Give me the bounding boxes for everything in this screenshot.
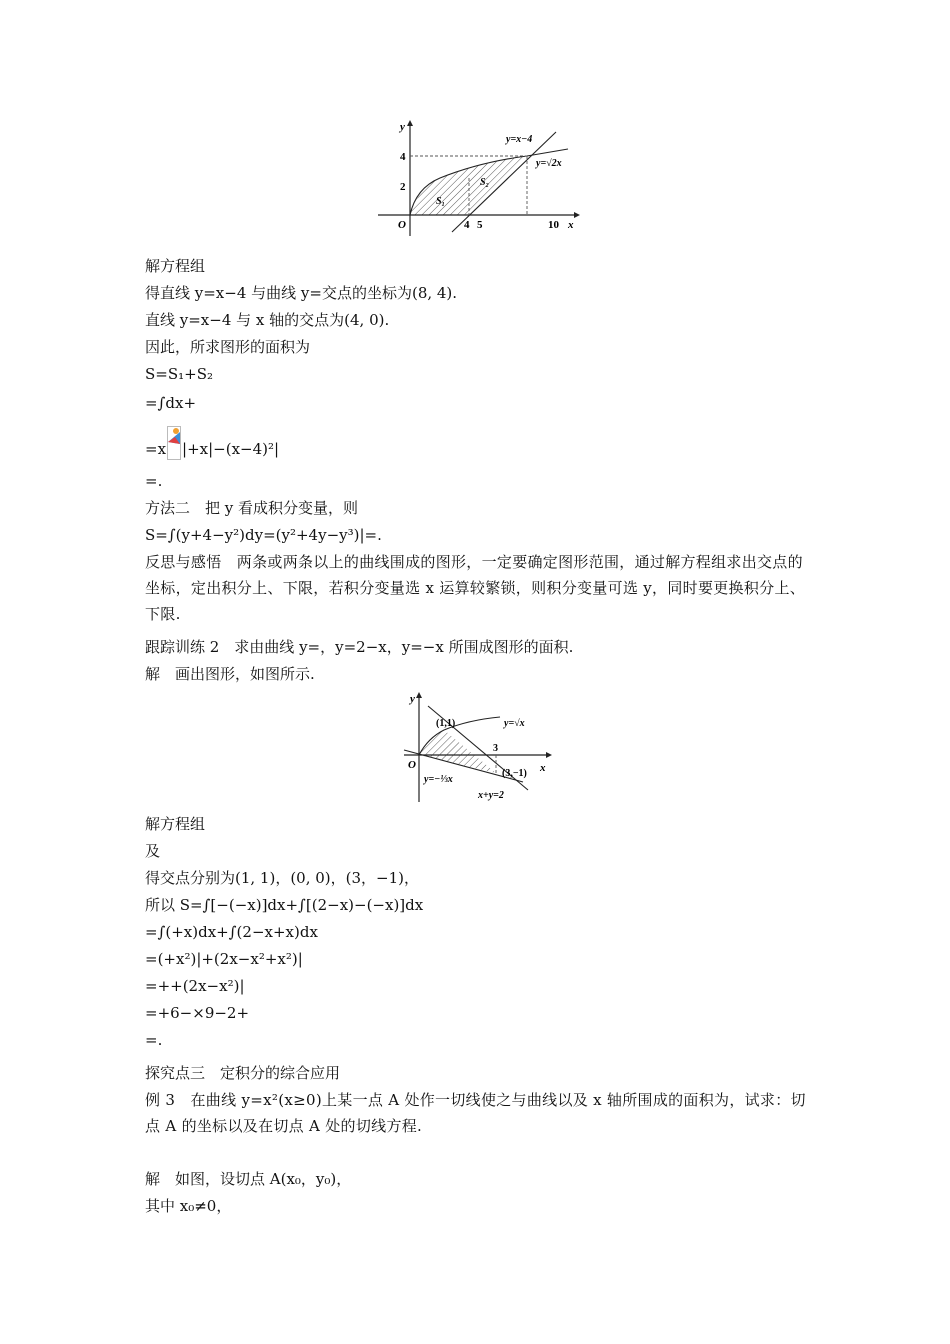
tick-3-label: 3	[493, 743, 498, 754]
x-tick-4: 4	[464, 219, 470, 231]
line2-label: x+y=2	[478, 790, 504, 801]
text-line-1: 解方程组	[145, 257, 206, 275]
origin-label: O	[408, 759, 416, 771]
shaded-region	[419, 730, 496, 773]
text-line-26: 其中 x₀≠0，	[145, 1197, 232, 1215]
y-axis-label: y	[410, 693, 415, 705]
region-s1-label: S₁	[436, 196, 446, 207]
text-line-5: S=S₁+S₂	[145, 365, 213, 383]
text-line-3: 直线 y=x−4 与 x 轴的交点为(4, 0).	[145, 311, 390, 329]
text-line-20: =++(2x−x²)|	[145, 977, 245, 995]
point-1-1-label: (1,1)	[436, 718, 456, 729]
x-axis-label: x	[540, 762, 546, 774]
solution-start: 解 画出图形，如图所示.	[145, 665, 315, 683]
eq-rest: |+x|−(x−4)²|	[182, 440, 280, 458]
line-label: y=x−4	[506, 134, 533, 145]
figure-2-graph	[398, 690, 558, 805]
image-placeholder-icon	[167, 426, 181, 460]
text-line-9: 方法二 把 y 看成积分变量，则	[145, 499, 359, 517]
origin-label: O	[398, 219, 406, 231]
text-line-17: 所以 S=∫[−(−x)]dx+∫[(2−x)−(−x)]dx	[145, 896, 424, 914]
text-line-6: =∫dx+	[145, 394, 197, 412]
text-line-15: 及	[145, 842, 161, 860]
x-tick-5: 5	[477, 219, 483, 231]
x-axis-arrow-icon	[546, 752, 552, 758]
line1-label: y=−⅓x	[424, 774, 453, 785]
y-axis-label: y	[400, 121, 405, 133]
text-line-8: =.	[145, 472, 163, 490]
section-heading: 探究点三 定积分的综合应用	[145, 1064, 341, 1082]
text-line-16: 得交点分别为(1, 1)，(0, 0)，(3，−1)，	[145, 869, 420, 887]
eq-prefix: =x	[145, 440, 167, 458]
x-axis-arrow-icon	[574, 212, 580, 218]
y-tick-2: 2	[400, 181, 406, 193]
curve-label: y=√2x	[536, 158, 562, 169]
text-line-14: 解方程组	[145, 815, 206, 833]
y-axis-arrow-icon	[407, 120, 413, 126]
text-line-10: S=∫(y+4−y²)dy=(y²+4y−y³)|=.	[145, 526, 382, 544]
reflection-paragraph: 反思与感悟 两条或两条以上的曲线围成的图形，一定要确定图形范围，通过解方程组求出交点的坐标，定出积分上、下限，若积分变量选 x 运算较繁锁，则积分变量可选 y，同时要更换积分上、下限.	[145, 553, 806, 623]
y-tick-4: 4	[400, 151, 406, 163]
text-line-2: 得直线 y=x−4 与曲线 y=交点的坐标为(8, 4).	[145, 284, 458, 302]
text-line-19: =(+x²)|+(2x−x²+x²)|	[145, 950, 303, 968]
text-line-4: 因此，所求图形的面积为	[145, 338, 311, 356]
exercise-2: 跟踪训练 2 求由曲线 y=，y=2−x，y=−x 所围成图形的面积.	[145, 638, 574, 656]
curve-label: y=√x	[504, 718, 525, 729]
x-tick-10: 10	[548, 219, 559, 231]
figure-1-graph	[370, 118, 585, 236]
text-line-21: =+6−×9−2+	[145, 1004, 250, 1022]
point-3-neg1-label: (3,−1)	[502, 768, 527, 779]
y-axis-arrow-icon	[416, 692, 422, 698]
text-line-18: =∫(+x)dx+∫(2−x+x)dx	[145, 923, 318, 941]
text-line-25: 解 如图，设切点 A(x₀，y₀)，	[145, 1170, 352, 1188]
x-axis-label: x	[568, 219, 574, 231]
example-3: 例 3 在曲线 y=x²(x≥0)上某一点 A 处作一切线使之与曲线以及 x 轴所围成的面积为，试求：切点 A 的坐标以及在切点 A 处的切线方程.	[145, 1091, 806, 1135]
region-s2-label: S₂	[480, 177, 490, 188]
text-line-7	[145, 426, 279, 462]
text-line-22: =.	[145, 1031, 163, 1049]
